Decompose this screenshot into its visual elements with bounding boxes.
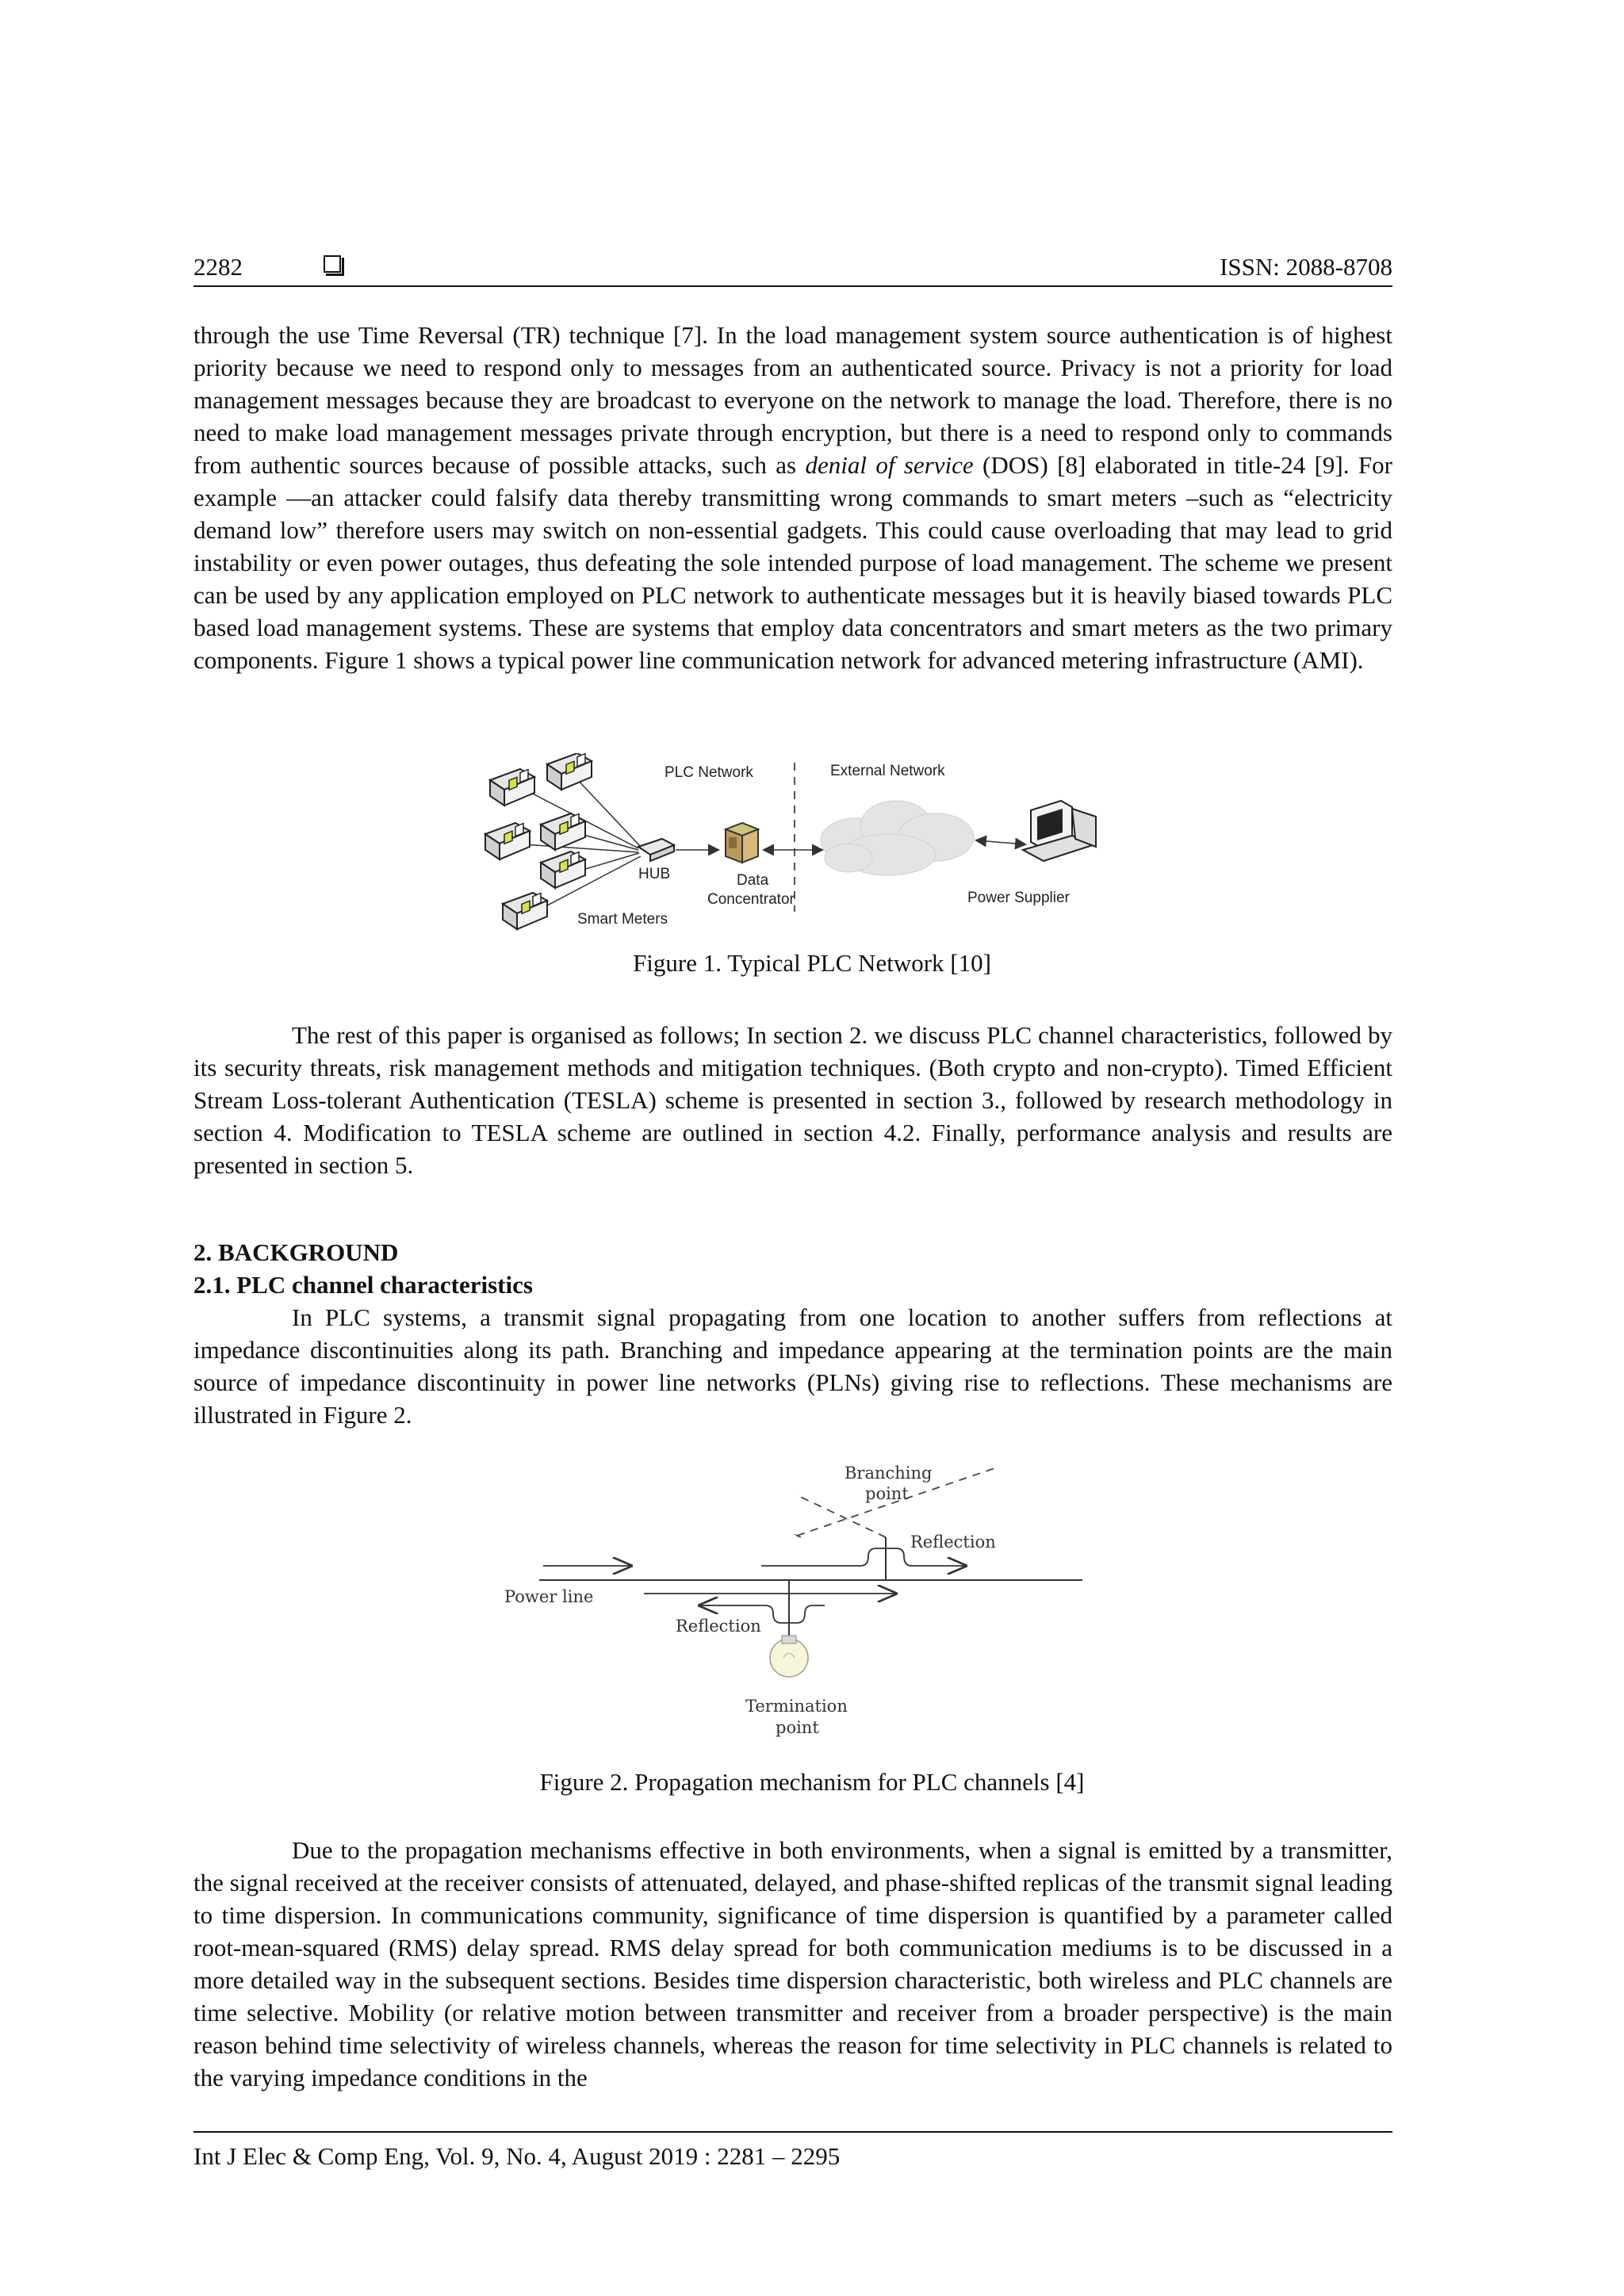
label-hub: HUB xyxy=(638,866,671,882)
figure-1-plc-network xyxy=(476,753,1110,936)
label-branching-point: point xyxy=(865,1484,909,1503)
label-power-supplier: Power Supplier xyxy=(967,890,1070,906)
label-concentrator: Concentrator xyxy=(707,891,795,908)
label-external-network: External Network xyxy=(830,763,945,779)
label-power-line: Power line xyxy=(504,1587,594,1606)
smart-meter xyxy=(541,813,585,850)
intro-paragraph: through the use Time Reversal (TR) technique [7]. In the load management system source authentication is of highest priority because we need to respond only to messages from an authenticated source. Privacy is not a priority for load management messages because they are broadcast to everyone on the network to manage the load. Therefore, there is no need to make load management messages private through encryption, but there is a need to respond only to commands from authentic sources because of possible attacks, such as denial of service (DOS) [8] elaborated in title-24 [9]. For example —an attacker could falsify data thereby transmitting wrong commands to smart meters –such as “electricity demand low” therefore users may switch on non-essential gadgets. This could cause overloading that may lead to grid instability or even power outages, thus defeating the sole intended purpose of load management. The scheme we present can be used by any application employed on PLC network to authenticate messages but it is heavily biased towards PLC based load management systems. These are systems that employ data concentrators and smart meters as the two primary components. Figure 1 shows a typical power line communication network for advanced metering infrastructure (AMI). xyxy=(193,321,1392,674)
label-reflection-left: Reflection xyxy=(676,1617,761,1636)
cloud-icon xyxy=(821,801,974,875)
smart-meter xyxy=(541,851,585,888)
label-termination: Termination xyxy=(745,1697,848,1716)
hub-icon xyxy=(638,839,674,861)
data-concentrator-icon xyxy=(726,823,758,863)
label-smart-meters: Smart Meters xyxy=(577,911,668,928)
section-2-paragraph: In PLC systems, a transmit signal propagating from one location to another suffers from reflections at impedance discontinuities along its path. Branching and impedance appearing at the termination points are the main source of impedance discontinuity in power line networks (PLNs) giving rise to reflections. These mechanisms are illustrated in Figure 2. xyxy=(193,1303,1392,1429)
smart-meter xyxy=(503,893,547,929)
smart-meter xyxy=(485,823,530,859)
label-termination-point: point xyxy=(776,1718,819,1737)
page-number: 2282 xyxy=(193,253,243,281)
section-heading: 2. BACKGROUND xyxy=(193,1238,399,1266)
journal-issn: ISSN: 2088-8708 xyxy=(1220,253,1392,281)
label-plc-network: PLC Network xyxy=(665,764,753,781)
lightbulb-icon xyxy=(770,1636,808,1677)
smart-meter xyxy=(547,753,592,790)
organisation-paragraph: The rest of this paper is organised as follows; In section 2. we discuss PLC channel characteristics, followed by its security threats, risk management methods and mitigation techniques. (Both crypto and non-crypto). Timed Efficient Stream Loss-tolerant Authentication (TESLA) scheme is presented in section 3., followed by research methodology in section 4. Modification to TESLA scheme are outlined in section 4.2. Finally, performance analysis and results are presented in section 5. xyxy=(193,1021,1392,1179)
figure-1-caption: Figure 1. Typical PLC Network [10] xyxy=(633,949,991,977)
meter-links xyxy=(523,777,641,912)
label-data: Data xyxy=(737,872,769,889)
label-branching: Branching xyxy=(845,1464,933,1483)
figure-2-caption: Figure 2. Propagation mechanism for PLC channels [4] xyxy=(539,1768,1085,1796)
final-paragraph: Due to the propagation mechanisms effective in both environments, when a signal is emitted by a transmitter, the signal received at the receiver consists of attenuated, delayed, and phase-shifted replicas of the transmit signal leading to time dispersion. In communications community, significance of time dispersion is quantified by a parameter called root-mean-squared (RMS) delay spread. RMS delay spread for both communication mediums is to be discussed in a more detailed way in the subsequent sections. Besides time dispersion characteristic, both wireless and PLC channels are time selective. Mobility (or relative motion between transmitter and receiver from a broader perspective) is the main reason behind time selectivity of wireless channels, whereas the reason for time selectivity in PLC channels is related to the varying impedance conditions in the xyxy=(193,1836,1392,2091)
figure-2-propagation xyxy=(492,1455,1094,1756)
header-box-icon xyxy=(324,255,341,273)
subsection-heading: 2.1. PLC channel characteristics xyxy=(193,1271,533,1299)
header-rule xyxy=(193,285,1392,287)
label-reflection-right: Reflection xyxy=(910,1533,996,1552)
emphasis-dos: denial of service xyxy=(805,451,974,479)
footer-citation: Int J Elec & Comp Eng, Vol. 9, No. 4, August 2019 : 2281 – 2295 xyxy=(193,2142,841,2170)
computer-icon xyxy=(1023,801,1096,861)
footer-rule xyxy=(193,2131,1392,2133)
smart-meter xyxy=(490,769,534,806)
